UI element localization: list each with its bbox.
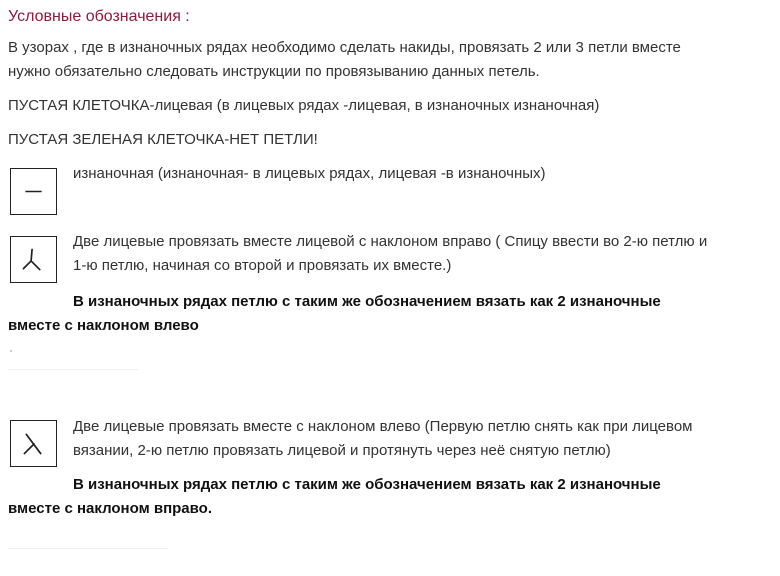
stray-dot: [10, 350, 12, 352]
k2tog-left-description-2: вязании, 2-ю петлю провязать лицевой и протянуть через неё снятую петлю): [73, 442, 611, 459]
empty-cell-legend: ПУСТАЯ КЛЕТОЧКА-лицевая (в лицевых рядах -лицевая, в изнаночных изнаночная): [8, 97, 600, 114]
right-slant-decrease-icon: [10, 236, 57, 283]
page-title: Условные обозначения :: [8, 8, 190, 25]
left-slant-decrease-icon: [10, 420, 57, 467]
k2tog-left-description-1: Две лицевые провязать вместе с наклоном влево (Первую петлю снять как при лицевом: [73, 418, 693, 435]
green-cell-legend: ПУСТАЯ ЗЕЛЕНАЯ КЛЕТОЧКА-НЕТ ПЕТЛИ!: [8, 131, 318, 148]
dash-symbol-icon: [10, 168, 57, 215]
k2tog-right-note-1: В изнаночных рядах петлю с таким же обозначением вязать как 2 изнаночные: [73, 293, 661, 310]
intro-line-1: В узорах , где в изнаночных рядах необходимо сделать накиды, провязать 2 или 3 петли вместе: [8, 39, 681, 56]
k2tog-right-description-2: 1-ю петлю, начиная со второй и провязать их вместе.): [73, 257, 452, 274]
faint-line-bottom: [8, 548, 168, 549]
purl-description: изнаночная (изнаночная- в лицевых рядах, лицевая -в изнаночных): [73, 165, 546, 182]
faint-line: [8, 369, 138, 370]
k2tog-right-description-1: Две лицевые провязать вместе лицевой с наклоном вправо ( Спицу ввести во 2-ю петлю и: [73, 233, 708, 250]
k2tog-left-note-1: В изнаночных рядах петлю с таким же обозначением вязать как 2 изнаночные: [73, 476, 661, 493]
intro-line-2: нужно обязательно следовать инструкции по провязыванию данных петель.: [8, 63, 540, 80]
k2tog-left-note-2: вместе с наклоном вправо.: [8, 500, 212, 517]
k2tog-right-note-2: вместе с наклоном влево: [8, 317, 199, 334]
